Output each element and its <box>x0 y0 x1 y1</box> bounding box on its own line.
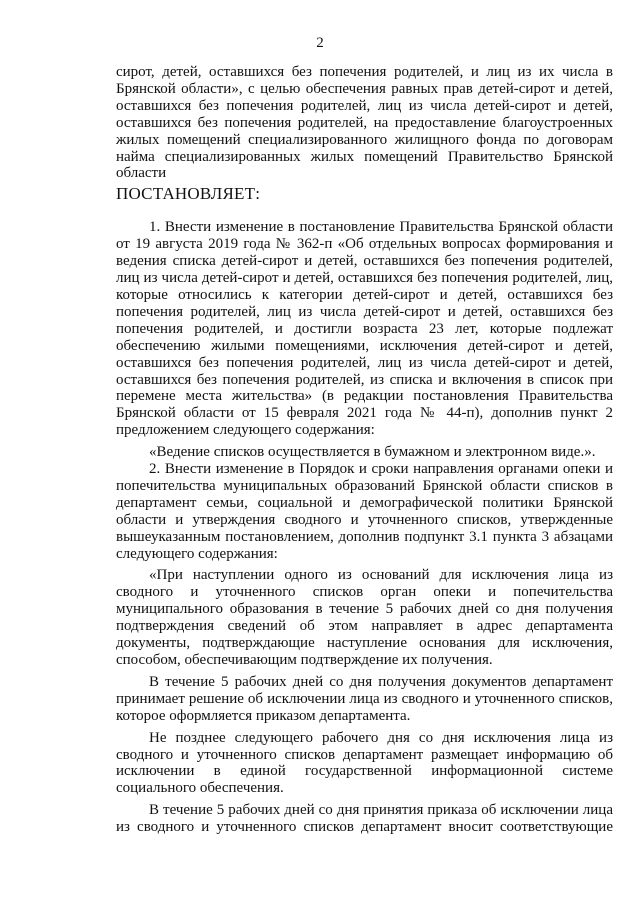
paragraph-decision-term: В течение 5 рабочих дней со дня получения документов департамент принимает решение об исключении лица из сводного и уточненного списков, которое оформляется приказом департамента. <box>116 673 613 724</box>
paragraph-order-term: В течение 5 рабочих дней со дня принятия приказа об исключении лица из сводного и уточненного списков департамент вносит соответствующие <box>116 802 613 836</box>
resolution-heading: ПОСТАНОВЛЯЕТ: <box>116 184 261 204</box>
page-number: 2 <box>316 35 324 51</box>
document-body <box>116 64 613 836</box>
paragraph-information-posting: Не позднее следующего рабочего дня со дня исключения лица из сводного и уточненного списков департамент размещает информацию об исключении в единой государственной информационной системе социального обеспечения. <box>116 729 613 797</box>
paragraph-item-2: 2. Внести изменение в Порядок и сроки направления органами опеки и попечительства муниципальных образований Брянской области списков в департамент семьи, социальной и демографической политики Брянской области и утверждения сводного и уточненного списков, утвержденные вышеуказанным постановлением, дополнив подпункт 3.1 пункта 3 абзацами следующего содержания: <box>116 461 613 562</box>
paragraph-exclusion-grounds: «При наступлении одного из оснований для исключения лица из сводного и уточненного списков орган опеки и попечительства муниципального образования в течение 5 рабочих дней со дня получения подтверждения сведений об этом направляет в адрес департамента документы, подтверждающие наступление основания для исключения, способом, обеспечивающим подтверждение их получения. <box>116 567 613 668</box>
intro-paragraph: сирот, детей, оставшихся без попечения родителей, и лиц из их числа в Брянской области», с целью обеспечения равных прав детей-сирот и детей, оставшихся без попечения родителей, лиц из числа детей-сирот и детей, оставшихся без попечения родителей, на предоставление благоустроенных жилых помещений специализированного жилищного фонда по договорам найма специализированных жилых помещений Правительство Брянской области <box>116 64 613 182</box>
paragraph-item-1: 1. Внести изменение в постановление Правительства Брянской области от 19 августа 2019 года № 362-п «Об отдельных вопросах формирования и ведения списка детей-сирот и детей, оставшихся без попечения родителей, лиц из числа детей-сирот и детей, оставшихся без попечения родителей, лиц, которые относились к категории детей-сирот и детей, оставшихся без попечения родителей, лиц из числа детей-сирот и детей, оставшихся без попечения родителей, и достигли возраста 23 лет, которые подлежат обеспечению жилыми помещениями, исключения детей-сирот и детей, оставшихся без попечения родителей, лиц из числа детей-сирот и детей, оставшихся без попечения родителей, из списка и включения в список при перемене места жительства» (в редакции постановления Правительства Брянской области от 15 февраля 2021 года № 44-п), дополнив пункт 2 предложением следующего содержания: <box>116 219 613 439</box>
paragraph-quote-electronic: «Ведение списков осуществляется в бумажном и электронном виде.». <box>149 444 596 461</box>
